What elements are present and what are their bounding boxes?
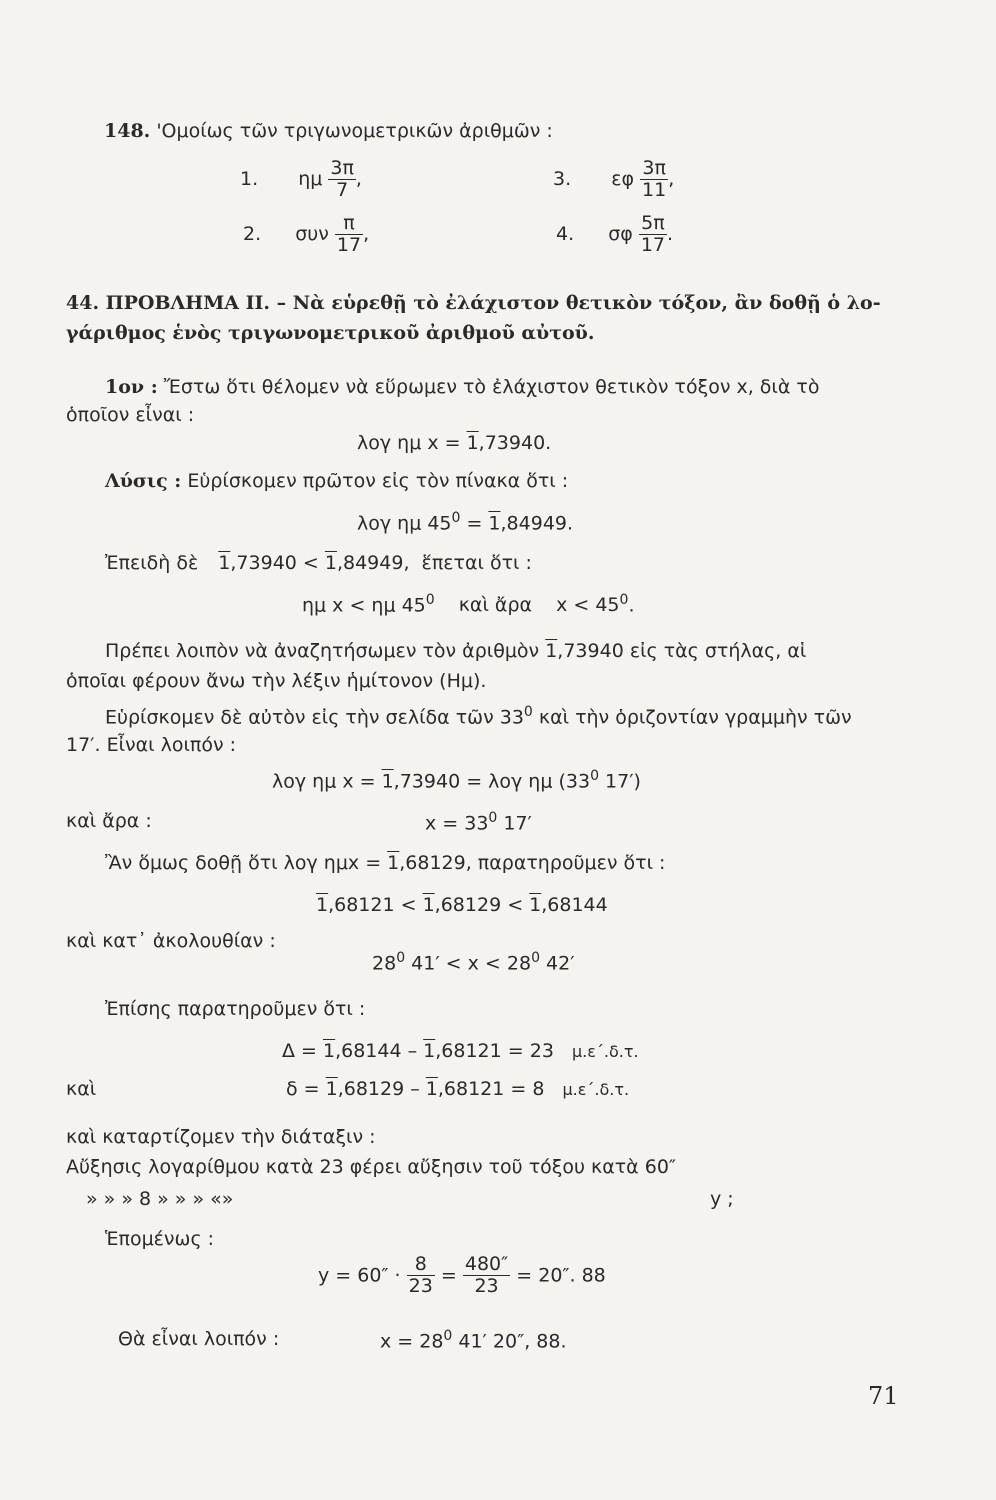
final-answer: $x = 28^0$ 41′ 20″, 88. (380, 1328, 567, 1353)
exercise-item-3: 3. εφ $\frac{3\pi}{11}$ , (553, 157, 675, 201)
final-label: Θὰ εἶναι λοιπόν : (118, 1328, 280, 1350)
page-number: 71 (868, 1382, 899, 1410)
fraction: $\frac{480''}{23}$ (464, 1253, 509, 1297)
and-label: καὶ (66, 1078, 97, 1100)
fraction: $\frac{3\pi}{7}$ (330, 157, 354, 201)
must-line-1: Πρέπει λοιπὸν νὰ ἀναζητήσωμεν τὸν ἀριθμὸν 1,73940 εἰς τὰς στήλας, αἱ (105, 640, 807, 662)
also-line: Ἐπίσης παρατηροῦμεν ὅτι : (105, 998, 366, 1020)
problem-title-line1: 44. ΠΡΟΒΛΗΜΑ ΙΙ. – Νὰ εὑρεθῇ τὸ ἐλάχιστον θετικὸν τόξον, ἂν δοθῇ ὁ λο- (66, 292, 881, 314)
must-line-2: ὁποῖαι φέρουν ἄνω τὴν λέξιν ἡμίτονον (Ημ). (66, 670, 487, 692)
equation-2: λογ ημ $45^0 = 1,84949$. (357, 510, 574, 535)
fraction: $\frac{\pi}{17}$ (336, 212, 362, 256)
exercise-item-4: 4. σφ $\frac{5\pi}{17}$ . (556, 212, 674, 256)
find-line-2: 17′. Εἶναι λοιπόν : (66, 734, 237, 756)
increase-line-2: » » » 8 » » » «» y ; (86, 1188, 734, 1210)
solution-line: Λύσις : Εὑρίσκομεν πρῶτον εἰς τὸν πίνακα ὅτι : (105, 470, 569, 492)
inequality-line: ημ x < ημ $45^0$ καὶ ἄρα $x < 45^0$. (302, 592, 635, 617)
find-line-1: Εὑρίσκομεν δὲ αὐτὸν εἰς τὴν σελίδα τῶν $33^0$ καὶ τὴν ὁριζοντίαν γραμμὴν τῶν (105, 704, 852, 729)
equation-8: δ = 1,68129 – 1,68121 = 8 μ.ε΄.δ.τ. (286, 1078, 630, 1100)
exercise-text: 'Ομοίως τῶν τριγωνομετρικῶν ἀριθμῶν : (156, 120, 553, 142)
problem-title-line2: γάριθμος ἑνὸς τριγωνομετρικοῦ ἀριθμοῦ αὐτοῦ. (66, 322, 595, 344)
if-line: Ἂν ὅμως δοθῇ ὅτι λογ ημx = 1,68129, παρατηροῦμεν ὅτι : (105, 852, 666, 874)
paragraph-1-line2: ὁποῖον εἶναι : (66, 404, 195, 426)
equation-3: λογ ημ x = 1,73940 = λογ ημ ($33^0$ 17′) (272, 768, 641, 793)
fraction: $\frac{5\pi}{17}$ (640, 212, 665, 256)
equation-7: Δ = 1,68144 – 1,68121 = 23 μ.ε΄.δ.τ. (282, 1040, 639, 1062)
exercise-number: 148. (104, 120, 151, 142)
consequence-label: καὶ κατ᾽ ἀκολουθίαν : (66, 930, 276, 952)
equation-1: λογ ημ x = 1,73940. (357, 432, 552, 454)
equation-5: 1,68121 < 1,68129 < 1,68144 (316, 894, 608, 916)
exercise-item-1: 1. ημ $\frac{3\pi}{7}$ , (240, 157, 362, 201)
since-line: Ἐπειδὴ δὲ 1,73940 < 1,84949, ἕπεται ὅτι : (105, 552, 532, 574)
equation-6: $28^0$ $41' < x < 28^0$ 42′ (372, 950, 575, 975)
paragraph-1-line1: 1ον : Ἔστω ὅτι θέλομεν νὰ εὕρωμεν τὸ ἐλάχιστον θετικὸν τόξον x, διὰ τὸ (105, 376, 820, 398)
equation-9: y = 60″ · $\frac{8}{23}$ = $\frac{480''}{23}$ = 20″. 88 (318, 1253, 606, 1297)
exercise-148-heading (104, 120, 553, 142)
fraction: $\frac{3\pi}{11}$ (642, 157, 667, 201)
hence-label: καὶ ἄρα : (66, 810, 152, 832)
setup-line: καὶ καταρτίζομεν τὴν διάταξιν : (66, 1126, 376, 1148)
therefore-label: Ἑπομένως : (105, 1228, 215, 1250)
exercise-item-2: 2. συν $\frac{\pi}{17}$ , (243, 212, 370, 256)
equation-4: $x = 33^0$ 17′ (425, 810, 532, 835)
increase-line-1: Αὔξησις λογαρίθμου κατὰ 23 φέρει αὔξησιν τοῦ τόξου κατὰ 60″ (66, 1156, 677, 1178)
fraction: $\frac{8}{23}$ (408, 1253, 433, 1297)
